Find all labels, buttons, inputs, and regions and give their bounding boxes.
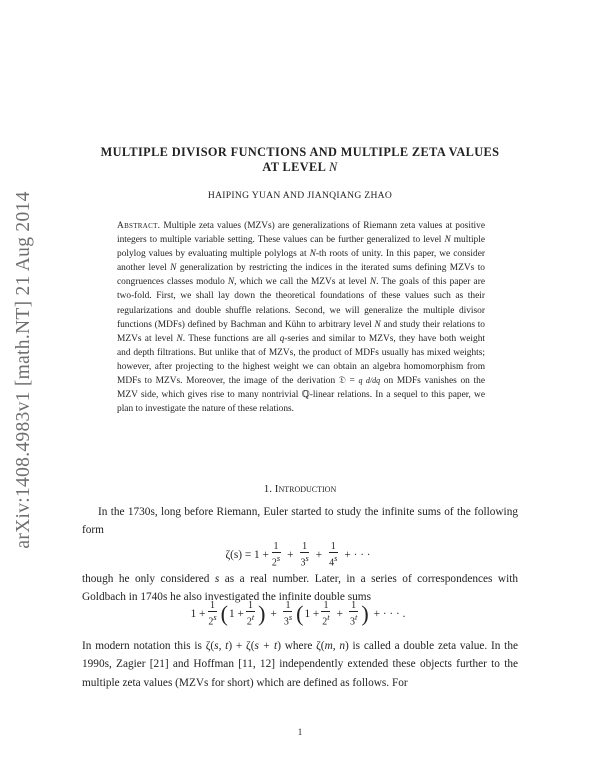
abstract: Abstract. Multiple zeta values (MZVs) are generalizations of Riemann zeta values at positive integers to multiple variable setting. These values can be further generalized to level N multiple polylog values by evaluating multiple polylogs at N-th roots of unity. In this paper, we consider another level N generalization by restricting the indices in the iterated sums defining MZVs to congruences classes modulo N, which we call the MZVs at level N. The goals of this paper are two-fold. First, we shall lay down the theoretical foundations of these values such as their regularizations and double shuffle relations. Second, we will generalize the multiple divisor functions (MDFs) defined by Bachman and Kühn to arbitrary level N and study their relations to MZVs at level N. These functions are all q-series and similar to MZVs, they have both weight and depth filtrations. But unlike that of MZVs, the product of MDFs usually has mixed weights; however, after projecting to the highest weight we can obtain an algebra homomorphism from MDFs to MZVs. Moreover, the image of the derivation 𝔇 = q d/dq on MDFs vanishes on the MZV side, which gives rise to many nontrivial ℚ-linear relations. In a sequel to this paper, we plan to investigate the nature of these relations. xyxy=(117,221,486,415)
paper-title xyxy=(80,145,520,175)
derivation-operator: q d/dq xyxy=(358,376,381,386)
abstract-label: Abstract. xyxy=(117,221,161,231)
page-number: 1 xyxy=(297,727,303,737)
arxiv-sidebar xyxy=(2,170,46,570)
title-line-1: MULTIPLE DIVISOR FUNCTIONS AND MULTIPLE ZETA VALUES xyxy=(100,145,500,159)
intro-paragraph-2: though he only considered s as a real number. Later, in a series of correspondences with Goldbach in 1740s he also investigated the infinite double sums xyxy=(82,573,518,604)
equation-riemann-zeta: ζ(s) = 1 + $\frac{1}{2^s}$ + $\frac{1}{3^s}$ + $\frac{1}{4^s}$ + · · · xyxy=(225,541,371,569)
title-line-2: AT LEVEL N xyxy=(262,160,338,174)
intro-paragraph-3: In modern notation this is ζ(s, t) + ζ(s + t) where ζ(m, n) is called a double zeta value. In the 1990s, Zagier [21] and Hoffman [11, 12] independently extended these objects further to the multiple zeta values (MZVs for short) which are defined as follows. For xyxy=(82,640,518,689)
equation-double-sum: 1 + $\frac{1}{2^s}$ ( 1 + $\frac{1}{2^t}$ ) + $\frac{1}{3^s}$ ( 1 + $\frac{1}{2^t}$ + $\frac{1}{3^t}$ ) + · · · . xyxy=(190,600,406,628)
arxiv-identifier: arXiv:1408.4983v1 [math.NT] 21 Aug 2014 xyxy=(13,191,34,549)
authors: HAIPING YUAN AND JIANQIANG ZHAO xyxy=(207,190,393,201)
intro-paragraph-1: In the 1730s, long before Riemann, Euler started to study the infinite sums of the following form xyxy=(82,506,518,537)
section-heading: 1. Introduction xyxy=(263,483,337,495)
